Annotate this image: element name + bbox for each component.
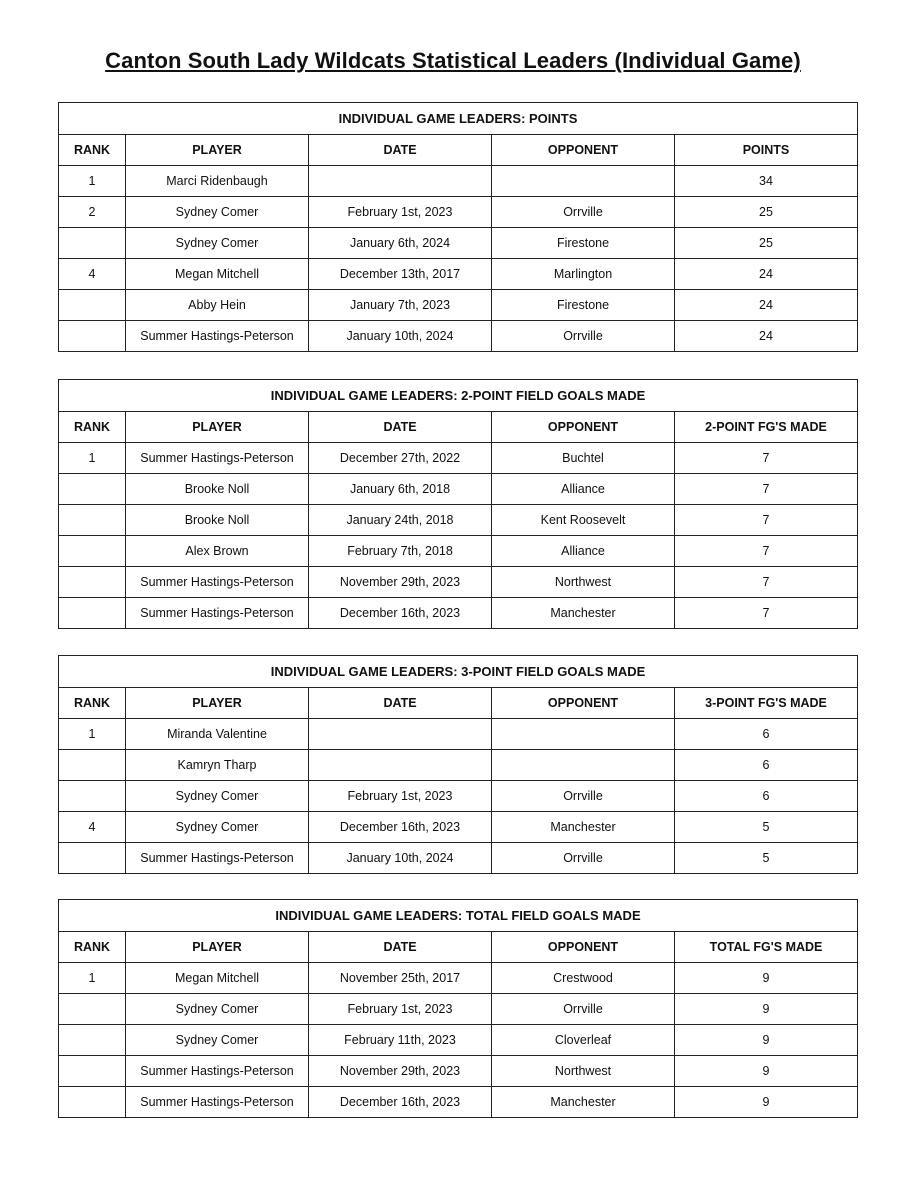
opponent-cell: Orrville xyxy=(492,321,675,352)
table-caption: INDIVIDUAL GAME LEADERS: 3-POINT FIELD GOALS MADE xyxy=(59,656,858,688)
opponent-cell: Orrville xyxy=(492,843,675,874)
table-row xyxy=(59,781,858,812)
rank-cell: 1 xyxy=(59,963,126,994)
rank-cell xyxy=(59,290,126,321)
opponent-header: OPPONENT xyxy=(492,932,675,963)
total-fg-leaders-table xyxy=(58,899,858,1118)
opponent-cell xyxy=(492,166,675,197)
opponent-cell: Manchester xyxy=(492,812,675,843)
table-row xyxy=(59,567,858,598)
date-cell: January 24th, 2018 xyxy=(309,505,492,536)
table-caption: INDIVIDUAL GAME LEADERS: TOTAL FIELD GOALS MADE xyxy=(59,900,858,932)
value-cell: 7 xyxy=(675,443,858,474)
rank-cell xyxy=(59,994,126,1025)
table-row xyxy=(59,812,858,843)
table-caption: INDIVIDUAL GAME LEADERS: POINTS xyxy=(59,103,858,135)
value-cell: 34 xyxy=(675,166,858,197)
player-cell: Summer Hastings-Peterson xyxy=(126,567,309,598)
rank-cell xyxy=(59,474,126,505)
opponent-header: OPPONENT xyxy=(492,688,675,719)
page-title: Canton South Lady Wildcats Statistical Leaders (Individual Game) xyxy=(105,48,801,73)
date-cell: December 27th, 2022 xyxy=(309,443,492,474)
rank-cell: 2 xyxy=(59,197,126,228)
opponent-cell: Firestone xyxy=(492,290,675,321)
opponent-cell: Marlington xyxy=(492,259,675,290)
value-cell: 7 xyxy=(675,567,858,598)
rank-header: RANK xyxy=(59,135,126,166)
value-header: TOTAL FG'S MADE xyxy=(675,932,858,963)
opponent-header: OPPONENT xyxy=(492,412,675,443)
date-cell: January 6th, 2024 xyxy=(309,228,492,259)
player-cell: Abby Hein xyxy=(126,290,309,321)
table-row xyxy=(59,536,858,567)
date-cell: February 7th, 2018 xyxy=(309,536,492,567)
rank-cell xyxy=(59,1087,126,1118)
rank-cell xyxy=(59,843,126,874)
rank-header: RANK xyxy=(59,688,126,719)
date-cell xyxy=(309,719,492,750)
player-header: PLAYER xyxy=(126,688,309,719)
player-cell: Megan Mitchell xyxy=(126,963,309,994)
rank-cell: 1 xyxy=(59,443,126,474)
opponent-cell: Orrville xyxy=(492,994,675,1025)
table-row xyxy=(59,321,858,352)
rank-cell xyxy=(59,536,126,567)
rank-cell: 4 xyxy=(59,259,126,290)
table-row xyxy=(59,1087,858,1118)
player-cell: Megan Mitchell xyxy=(126,259,309,290)
opponent-header: OPPONENT xyxy=(492,135,675,166)
value-header: 2-POINT FG'S MADE xyxy=(675,412,858,443)
player-cell: Brooke Noll xyxy=(126,474,309,505)
rank-cell xyxy=(59,781,126,812)
date-cell: January 7th, 2023 xyxy=(309,290,492,321)
rank-cell xyxy=(59,228,126,259)
value-cell: 9 xyxy=(675,963,858,994)
date-cell: February 11th, 2023 xyxy=(309,1025,492,1056)
date-header: DATE xyxy=(309,412,492,443)
opponent-cell: Manchester xyxy=(492,598,675,629)
rank-cell: 4 xyxy=(59,812,126,843)
value-cell: 7 xyxy=(675,474,858,505)
player-cell: Sydney Comer xyxy=(126,994,309,1025)
date-cell: November 29th, 2023 xyxy=(309,1056,492,1087)
player-cell: Alex Brown xyxy=(126,536,309,567)
rank-cell xyxy=(59,1025,126,1056)
date-header: DATE xyxy=(309,688,492,719)
rank-cell xyxy=(59,598,126,629)
player-cell: Sydney Comer xyxy=(126,228,309,259)
date-cell: December 16th, 2023 xyxy=(309,1087,492,1118)
date-cell: December 13th, 2017 xyxy=(309,259,492,290)
table-row xyxy=(59,197,858,228)
points-leaders-table xyxy=(58,102,858,352)
value-cell: 7 xyxy=(675,598,858,629)
player-cell: Kamryn Tharp xyxy=(126,750,309,781)
value-cell: 7 xyxy=(675,536,858,567)
player-header: PLAYER xyxy=(126,412,309,443)
date-cell: February 1st, 2023 xyxy=(309,994,492,1025)
value-cell: 7 xyxy=(675,505,858,536)
rank-cell xyxy=(59,321,126,352)
opponent-cell xyxy=(492,719,675,750)
value-cell: 24 xyxy=(675,321,858,352)
opponent-cell: Orrville xyxy=(492,197,675,228)
date-cell: November 25th, 2017 xyxy=(309,963,492,994)
date-cell: December 16th, 2023 xyxy=(309,598,492,629)
value-cell: 9 xyxy=(675,1087,858,1118)
table-row xyxy=(59,228,858,259)
value-cell: 24 xyxy=(675,259,858,290)
player-cell: Summer Hastings-Peterson xyxy=(126,843,309,874)
value-cell: 5 xyxy=(675,812,858,843)
value-header: POINTS xyxy=(675,135,858,166)
opponent-cell: Manchester xyxy=(492,1087,675,1118)
opponent-cell: Alliance xyxy=(492,474,675,505)
rank-cell xyxy=(59,505,126,536)
player-cell: Sydney Comer xyxy=(126,1025,309,1056)
opponent-cell: Buchtel xyxy=(492,443,675,474)
table-row xyxy=(59,598,858,629)
player-cell: Sydney Comer xyxy=(126,197,309,228)
two-point-fg-leaders-table xyxy=(58,379,858,629)
date-cell: January 10th, 2024 xyxy=(309,843,492,874)
table-row xyxy=(59,290,858,321)
value-cell: 25 xyxy=(675,228,858,259)
opponent-cell: Northwest xyxy=(492,1056,675,1087)
player-header: PLAYER xyxy=(126,932,309,963)
value-cell: 9 xyxy=(675,1056,858,1087)
table-row xyxy=(59,166,858,197)
player-cell: Sydney Comer xyxy=(126,781,309,812)
table-caption: INDIVIDUAL GAME LEADERS: 2-POINT FIELD GOALS MADE xyxy=(59,380,858,412)
player-cell: Summer Hastings-Peterson xyxy=(126,443,309,474)
table-row xyxy=(59,259,858,290)
opponent-cell: Crestwood xyxy=(492,963,675,994)
rank-header: RANK xyxy=(59,932,126,963)
opponent-cell xyxy=(492,750,675,781)
date-cell: February 1st, 2023 xyxy=(309,781,492,812)
opponent-cell: Firestone xyxy=(492,228,675,259)
value-cell: 25 xyxy=(675,197,858,228)
date-header: DATE xyxy=(309,135,492,166)
opponent-cell: Northwest xyxy=(492,567,675,598)
opponent-cell: Kent Roosevelt xyxy=(492,505,675,536)
value-cell: 9 xyxy=(675,1025,858,1056)
player-cell: Summer Hastings-Peterson xyxy=(126,598,309,629)
value-cell: 6 xyxy=(675,719,858,750)
value-cell: 24 xyxy=(675,290,858,321)
date-cell xyxy=(309,750,492,781)
rank-cell xyxy=(59,750,126,781)
value-cell: 6 xyxy=(675,750,858,781)
rank-cell: 1 xyxy=(59,719,126,750)
rank-cell xyxy=(59,1056,126,1087)
value-header: 3-POINT FG'S MADE xyxy=(675,688,858,719)
player-cell: Brooke Noll xyxy=(126,505,309,536)
value-cell: 6 xyxy=(675,781,858,812)
player-cell: Miranda Valentine xyxy=(126,719,309,750)
date-cell: February 1st, 2023 xyxy=(309,197,492,228)
table-row xyxy=(59,1025,858,1056)
opponent-cell: Orrville xyxy=(492,781,675,812)
opponent-cell: Alliance xyxy=(492,536,675,567)
table-row xyxy=(59,750,858,781)
rank-cell xyxy=(59,567,126,598)
table-row xyxy=(59,963,858,994)
table-row xyxy=(59,994,858,1025)
date-cell: November 29th, 2023 xyxy=(309,567,492,598)
table-row xyxy=(59,843,858,874)
value-cell: 9 xyxy=(675,994,858,1025)
table-row xyxy=(59,505,858,536)
date-header: DATE xyxy=(309,932,492,963)
date-cell: December 16th, 2023 xyxy=(309,812,492,843)
table-row xyxy=(59,1056,858,1087)
opponent-cell: Cloverleaf xyxy=(492,1025,675,1056)
player-cell: Sydney Comer xyxy=(126,812,309,843)
rank-cell: 1 xyxy=(59,166,126,197)
table-row xyxy=(59,719,858,750)
table-row xyxy=(59,443,858,474)
player-cell: Summer Hastings-Peterson xyxy=(126,1056,309,1087)
three-point-fg-leaders-table xyxy=(58,655,858,874)
player-header: PLAYER xyxy=(126,135,309,166)
player-cell: Summer Hastings-Peterson xyxy=(126,1087,309,1118)
player-cell: Marci Ridenbaugh xyxy=(126,166,309,197)
rank-header: RANK xyxy=(59,412,126,443)
date-cell: January 10th, 2024 xyxy=(309,321,492,352)
table-row xyxy=(59,474,858,505)
date-cell: January 6th, 2018 xyxy=(309,474,492,505)
date-cell xyxy=(309,166,492,197)
player-cell: Summer Hastings-Peterson xyxy=(126,321,309,352)
value-cell: 5 xyxy=(675,843,858,874)
